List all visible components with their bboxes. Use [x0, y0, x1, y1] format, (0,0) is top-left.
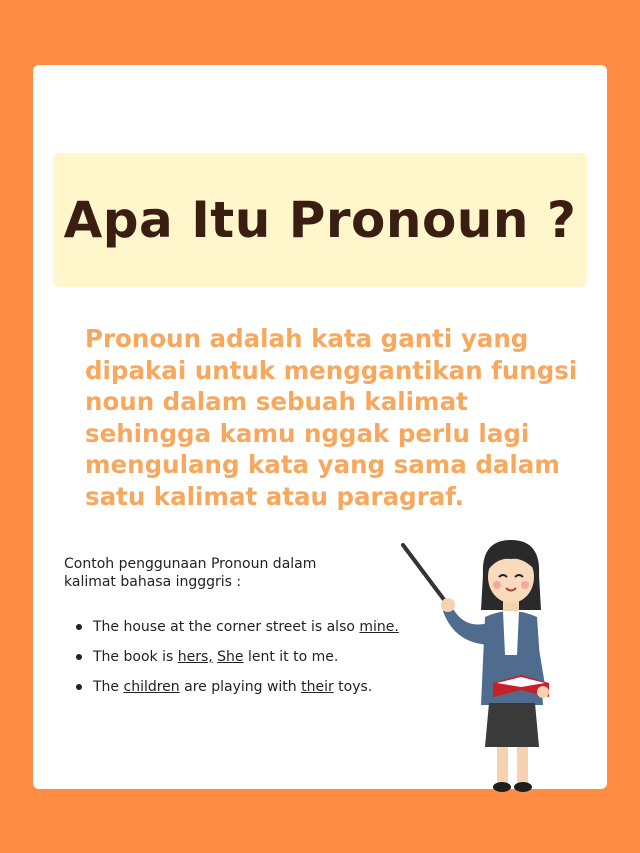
examples-list: [76, 618, 399, 708]
teacher-illustration: [393, 535, 563, 795]
definition-line: satu kalimat atau paragraf.: [85, 481, 464, 511]
pronoun-word: mine.: [359, 619, 399, 635]
pronoun-word: their: [301, 679, 334, 695]
intro-line: kalimat bahasa ingggris :: [64, 574, 242, 590]
pronoun-word: She: [217, 649, 244, 665]
content-card: [33, 65, 607, 789]
definition-line: dipakai untuk menggantikan fungsi: [85, 355, 578, 385]
noun-word: children: [123, 679, 180, 695]
example-item: The house at the corner street is also mine.: [76, 618, 399, 648]
definition-line: noun dalam sebuah kalimat: [85, 387, 468, 416]
definition-paragraph: [85, 323, 585, 512]
example-item: The children are playing with their toys.: [76, 678, 399, 708]
title-banner: [53, 153, 587, 287]
pronoun-word: hers,: [177, 649, 213, 665]
examples-intro: [64, 555, 316, 591]
definition-line: Pronoun adalah kata ganti yang: [85, 324, 529, 353]
intro-line: Contoh penggunaan Pronoun dalam: [64, 556, 317, 572]
page-title: Apa Itu Pronoun ?: [63, 191, 577, 249]
definition-line: mengulang kata yang sama dalam: [85, 450, 560, 479]
example-item: The book is hers, She lent it to me.: [76, 648, 399, 678]
definition-line: sehingga kamu nggak perlu lagi: [85, 418, 530, 448]
